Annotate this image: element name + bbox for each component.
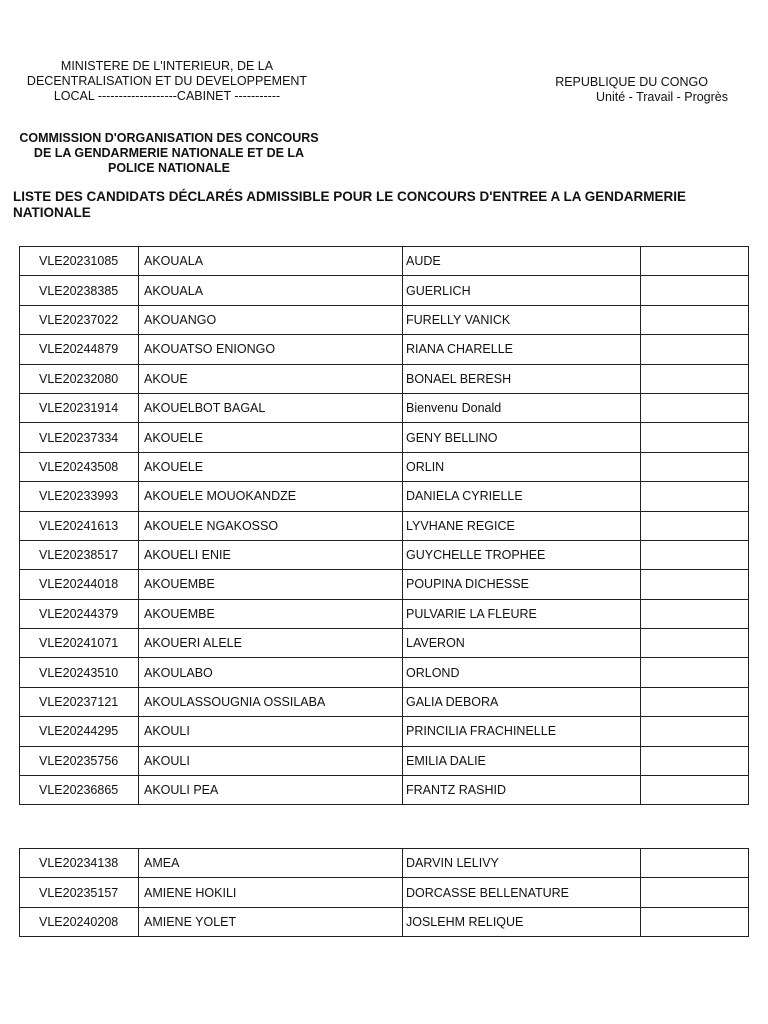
candidate-first-name: GALIA DEBORA <box>403 687 641 716</box>
table-row <box>20 658 749 687</box>
table-row <box>20 746 749 775</box>
candidate-id: VLE20244379 <box>20 599 139 628</box>
candidate-id: VLE20237022 <box>20 305 139 334</box>
table-row <box>20 540 749 569</box>
country-motto: Unité - Travail - Progrès <box>596 90 728 104</box>
candidate-id: VLE20244018 <box>20 570 139 599</box>
candidate-extra <box>641 482 749 511</box>
candidate-first-name: GUYCHELLE TROPHEE <box>403 540 641 569</box>
table-row <box>20 452 749 481</box>
candidate-first-name: ORLOND <box>403 658 641 687</box>
candidate-id: VLE20236865 <box>20 776 139 805</box>
candidate-id: VLE20241071 <box>20 629 139 658</box>
candidate-extra <box>641 849 749 878</box>
table-row <box>20 907 749 936</box>
candidate-id: VLE20232080 <box>20 364 139 393</box>
candidate-last-name: AKOULASSOUGNIA OSSILABA <box>139 687 403 716</box>
candidate-first-name: GENY BELLINO <box>403 423 641 452</box>
candidate-extra <box>641 907 749 936</box>
table-row <box>20 599 749 628</box>
country-header <box>468 75 728 105</box>
candidate-first-name: RIANA CHARELLE <box>403 335 641 364</box>
table-row <box>20 482 749 511</box>
candidate-extra <box>641 364 749 393</box>
candidate-id: VLE20234138 <box>20 849 139 878</box>
candidate-last-name: AKOUATSO ENIONGO <box>139 335 403 364</box>
candidate-extra <box>641 776 749 805</box>
table-row <box>20 423 749 452</box>
candidate-first-name: AUDE <box>403 247 641 276</box>
candidate-last-name: AKOUELE <box>139 423 403 452</box>
candidate-extra <box>641 540 749 569</box>
candidate-extra <box>641 276 749 305</box>
candidate-id: VLE20243510 <box>20 658 139 687</box>
candidate-first-name: BONAEL BERESH <box>403 364 641 393</box>
candidate-last-name: AKOULABO <box>139 658 403 687</box>
candidate-id: VLE20238385 <box>20 276 139 305</box>
commission-title <box>6 131 332 176</box>
candidate-first-name: DANIELA CYRIELLE <box>403 482 641 511</box>
candidate-first-name: DARVIN LELIVY <box>403 849 641 878</box>
candidate-id: VLE20241613 <box>20 511 139 540</box>
candidate-first-name: LYVHANE REGICE <box>403 511 641 540</box>
candidate-last-name: AMEA <box>139 849 403 878</box>
ministry-line-3: LOCAL -------------------CABINET ----------- <box>53 89 281 103</box>
candidate-id: VLE20244295 <box>20 717 139 746</box>
candidate-last-name: AKOUEMBE <box>139 599 403 628</box>
candidate-extra <box>641 746 749 775</box>
table-row <box>20 305 749 334</box>
candidate-extra <box>641 335 749 364</box>
table-row <box>20 878 749 907</box>
candidate-id: VLE20237121 <box>20 687 139 716</box>
candidate-first-name: PRINCILIA FRACHINELLE <box>403 717 641 746</box>
candidate-extra <box>641 629 749 658</box>
table-row <box>20 570 749 599</box>
table-row <box>20 247 749 276</box>
table-row <box>20 511 749 540</box>
candidate-last-name: AKOUELE MOUOKANDZE <box>139 482 403 511</box>
commission-line-3: POLICE NATIONALE <box>108 161 230 175</box>
candidate-id: VLE20233993 <box>20 482 139 511</box>
candidate-last-name: AKOUALA <box>139 276 403 305</box>
candidates-table-2 <box>19 848 749 937</box>
candidate-first-name: EMILIA DALIE <box>403 746 641 775</box>
candidate-last-name: AKOUELI ENIE <box>139 540 403 569</box>
candidate-last-name: AKOUALA <box>139 247 403 276</box>
candidate-extra <box>641 687 749 716</box>
candidate-last-name: AKOUANGO <box>139 305 403 334</box>
candidate-extra <box>641 452 749 481</box>
candidate-id: VLE20231085 <box>20 247 139 276</box>
candidate-first-name: LAVERON <box>403 629 641 658</box>
table-row <box>20 393 749 422</box>
candidate-first-name: Bienvenu Donald <box>403 393 641 422</box>
table-row <box>20 629 749 658</box>
candidate-first-name: GUERLICH <box>403 276 641 305</box>
candidate-id: VLE20235157 <box>20 878 139 907</box>
candidate-last-name: AMIENE HOKILI <box>139 878 403 907</box>
candidate-extra <box>641 423 749 452</box>
candidate-first-name: POUPINA DICHESSE <box>403 570 641 599</box>
candidate-extra <box>641 878 749 907</box>
candidate-extra <box>641 599 749 628</box>
candidate-id: VLE20240208 <box>20 907 139 936</box>
candidate-first-name: ORLIN <box>403 452 641 481</box>
candidate-last-name: AKOUELE NGAKOSSO <box>139 511 403 540</box>
list-title: LISTE DES CANDIDATS DÉCLARÉS ADMISSIBLE POUR LE CONCOURS D'ENTREE A LA GENDARMERIE NATIONALE <box>13 189 686 220</box>
table-row <box>20 717 749 746</box>
ministry-line-2: DECENTRALISATION ET DU DEVELOPPEMENT <box>26 74 308 88</box>
candidate-extra <box>641 570 749 599</box>
candidate-extra <box>641 658 749 687</box>
candidate-id: VLE20243508 <box>20 452 139 481</box>
candidate-first-name: PULVARIE LA FLEURE <box>403 599 641 628</box>
candidate-extra <box>641 305 749 334</box>
table-row <box>20 276 749 305</box>
candidate-id: VLE20238517 <box>20 540 139 569</box>
country-name: REPUBLIQUE DU CONGO <box>555 75 708 89</box>
candidate-last-name: AKOUELBOT BAGAL <box>139 393 403 422</box>
candidate-extra <box>641 717 749 746</box>
table-row <box>20 849 749 878</box>
candidate-id: VLE20237334 <box>20 423 139 452</box>
candidate-first-name: JOSLEHM RELIQUE <box>403 907 641 936</box>
candidate-first-name: FRANTZ RASHID <box>403 776 641 805</box>
table-row <box>20 335 749 364</box>
candidate-extra <box>641 247 749 276</box>
commission-line-1: COMMISSION D'ORGANISATION DES CONCOURS <box>19 131 319 145</box>
table-row <box>20 776 749 805</box>
candidate-extra <box>641 511 749 540</box>
candidate-last-name: AKOUE <box>139 364 403 393</box>
candidate-last-name: AKOUELE <box>139 452 403 481</box>
table-row <box>20 687 749 716</box>
commission-line-2: DE LA GENDARMERIE NATIONALE ET DE LA <box>33 146 305 160</box>
candidates-table-1 <box>19 246 749 805</box>
candidate-last-name: AKOUERI ALELE <box>139 629 403 658</box>
candidate-first-name: DORCASSE BELLENATURE <box>403 878 641 907</box>
candidate-id: VLE20235756 <box>20 746 139 775</box>
candidate-first-name: FURELLY VANICK <box>403 305 641 334</box>
candidate-last-name: AKOULI PEA <box>139 776 403 805</box>
ministry-line-1: MINISTERE DE L'INTERIEUR, DE LA <box>60 59 274 73</box>
candidate-id: VLE20244879 <box>20 335 139 364</box>
candidate-last-name: AKOUEMBE <box>139 570 403 599</box>
candidate-last-name: AKOULI <box>139 746 403 775</box>
table-row <box>20 364 749 393</box>
candidate-extra <box>641 393 749 422</box>
ministry-header <box>14 59 320 104</box>
candidate-id: VLE20231914 <box>20 393 139 422</box>
candidate-last-name: AKOULI <box>139 717 403 746</box>
candidate-last-name: AMIENE YOLET <box>139 907 403 936</box>
